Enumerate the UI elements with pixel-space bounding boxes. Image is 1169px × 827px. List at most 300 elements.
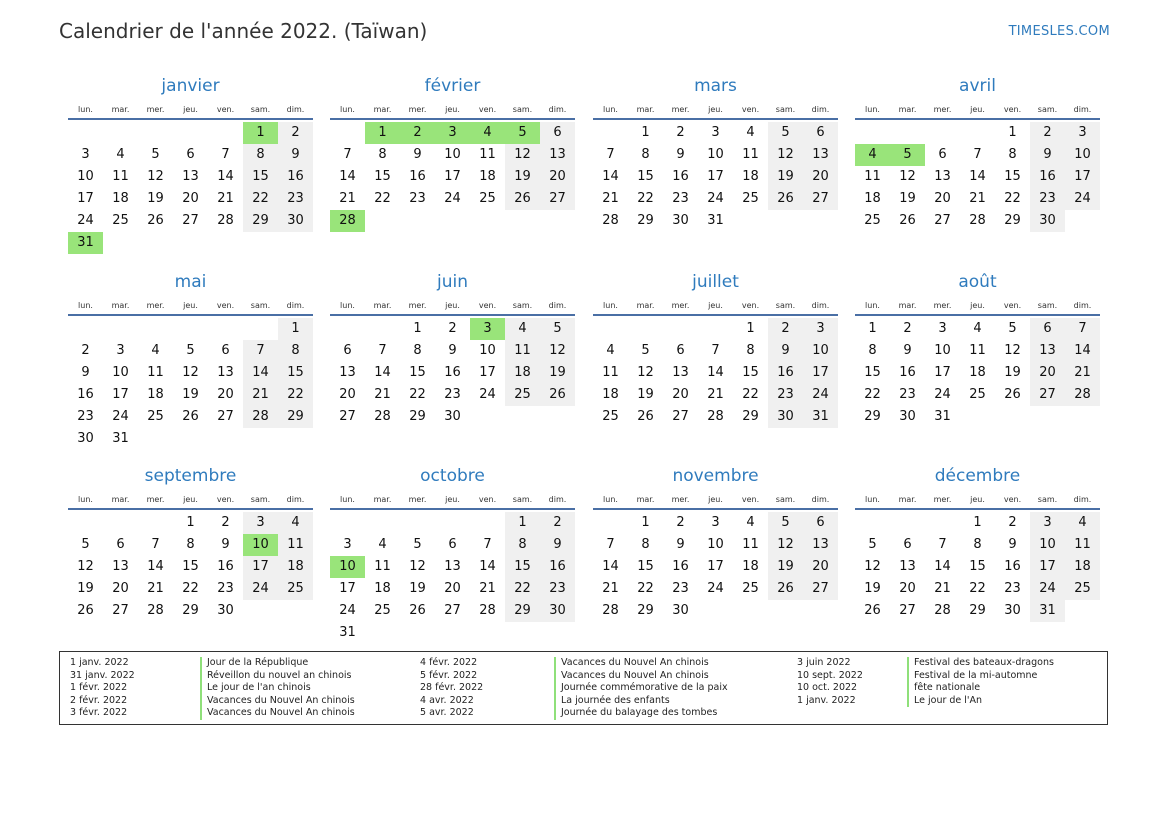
- month-name: mars: [694, 76, 737, 96]
- holiday-day-cell: 4: [470, 122, 505, 144]
- weekday-label: jeu.: [183, 105, 198, 114]
- day-cell: 4: [606, 343, 615, 358]
- holiday-day-cell: 3: [470, 318, 505, 340]
- day-cell: 13: [540, 144, 575, 166]
- day-cell: 1: [413, 321, 422, 336]
- day-cell: 19: [768, 166, 803, 188]
- day-cell: 23: [217, 581, 234, 596]
- day-cell: 6: [938, 147, 947, 162]
- day-cell: 10: [112, 365, 129, 380]
- day-cell: 23: [1030, 188, 1065, 210]
- day-cell: 26: [540, 384, 575, 406]
- month-divider: [855, 508, 1100, 510]
- legend-date: 10 oct. 2022: [797, 682, 858, 694]
- day-cell: 29: [182, 603, 199, 618]
- legend-date: 1 févr. 2022: [70, 682, 128, 694]
- day-cell: 23: [444, 387, 461, 402]
- page-title: Calendrier de l'année 2022. (Taïwan): [59, 19, 428, 43]
- weekday-label: ven.: [741, 301, 760, 310]
- weekday-label: mer.: [408, 495, 427, 504]
- weekday-label: ven.: [741, 105, 760, 114]
- weekday-label: dim.: [286, 105, 305, 114]
- weekday-label: mer.: [671, 301, 690, 310]
- day-cell: 19: [540, 362, 575, 384]
- weekday-label: jeu.: [708, 301, 723, 310]
- day-cell: 12: [864, 559, 881, 574]
- holiday-day-cell: 3: [435, 122, 470, 144]
- weekday-label: mar.: [373, 105, 392, 114]
- day-cell: 3: [81, 147, 90, 162]
- weekday-label: dim.: [548, 495, 567, 504]
- day-cell: 8: [868, 343, 877, 358]
- day-cell: 24: [707, 191, 724, 206]
- holiday-day-cell: 2: [400, 122, 435, 144]
- day-cell: 10: [479, 343, 496, 358]
- day-cell: 30: [1030, 210, 1065, 232]
- day-cell: 18: [278, 556, 313, 578]
- day-cell: 20: [444, 581, 461, 596]
- day-cell: 11: [479, 147, 496, 162]
- day-cell: 10: [1065, 144, 1100, 166]
- day-cell: 12: [147, 169, 164, 184]
- day-cell: 24: [479, 387, 496, 402]
- day-cell: 23: [278, 188, 313, 210]
- day-cell: 8: [973, 537, 982, 552]
- month-divider: [330, 314, 575, 316]
- weekday-header: [593, 300, 838, 312]
- day-cell: 16: [672, 169, 689, 184]
- day-cell: 30: [672, 213, 689, 228]
- legend-names-col-3: [907, 657, 1054, 707]
- day-cell: 29: [278, 406, 313, 428]
- legend-names-col-1: [200, 657, 355, 720]
- day-cell: 9: [903, 343, 912, 358]
- day-cell: 13: [899, 559, 916, 574]
- day-cell: 8: [186, 537, 195, 552]
- day-cell: 29: [969, 603, 986, 618]
- day-cell: 26: [768, 188, 803, 210]
- day-cell: 9: [413, 147, 422, 162]
- weekday-label: mar.: [111, 301, 130, 310]
- month-name: février: [424, 76, 481, 96]
- day-cell: 13: [112, 559, 129, 574]
- day-cell: 14: [602, 169, 619, 184]
- day-cell: 27: [112, 603, 129, 618]
- day-cell: 23: [768, 384, 803, 406]
- legend-holiday-name: Journée commémorative de la paix: [554, 682, 728, 695]
- day-cell: 25: [112, 213, 129, 228]
- day-cell: 15: [409, 365, 426, 380]
- weekday-label: ven.: [216, 495, 235, 504]
- month-name: octobre: [420, 466, 485, 486]
- day-cell: 17: [77, 191, 94, 206]
- legend-holiday-name: Le jour de l'an chinois: [200, 682, 355, 695]
- day-cell: 26: [637, 409, 654, 424]
- day-cell: 14: [243, 362, 278, 384]
- weekday-label: mar.: [373, 495, 392, 504]
- day-cell: 25: [374, 603, 391, 618]
- day-cell: 31: [803, 406, 838, 428]
- day-cell: 20: [217, 387, 234, 402]
- day-cell: 25: [602, 409, 619, 424]
- day-cell: 15: [742, 365, 759, 380]
- day-cell: 19: [637, 387, 654, 402]
- day-cell: 1: [973, 515, 982, 530]
- day-cell: 28: [479, 603, 496, 618]
- month-divider: [68, 314, 313, 316]
- day-cell: 6: [540, 122, 575, 144]
- holiday-day-cell: 10: [330, 556, 365, 578]
- day-cell: 26: [864, 603, 881, 618]
- day-cell: 19: [899, 191, 916, 206]
- day-cell: 13: [217, 365, 234, 380]
- holiday-day-cell: 4: [855, 144, 890, 166]
- weekday-label: ven.: [1003, 105, 1022, 114]
- day-cell: 5: [768, 512, 803, 534]
- day-cell: 22: [969, 581, 986, 596]
- day-cell: 6: [803, 122, 838, 144]
- day-cell: 24: [77, 213, 94, 228]
- day-cell: 6: [676, 343, 685, 358]
- weekday-label: jeu.: [445, 301, 460, 310]
- day-cell: 10: [444, 147, 461, 162]
- day-cell: 5: [641, 343, 650, 358]
- month-name: juin: [437, 272, 468, 292]
- day-cell: 8: [413, 343, 422, 358]
- day-cell: 26: [409, 603, 426, 618]
- day-cell: 9: [278, 144, 313, 166]
- day-cell: 25: [742, 581, 759, 596]
- day-cell: 16: [278, 166, 313, 188]
- day-cell: 26: [182, 409, 199, 424]
- day-cell: 30: [768, 406, 803, 428]
- day-cell: 13: [803, 144, 838, 166]
- weekday-label: mer.: [408, 105, 427, 114]
- day-cell: 7: [973, 147, 982, 162]
- weekday-label: lun.: [603, 495, 618, 504]
- day-cell: 7: [151, 537, 160, 552]
- weekday-label: mer.: [933, 301, 952, 310]
- day-cell: 4: [505, 318, 540, 340]
- weekday-label: ven.: [1003, 495, 1022, 504]
- day-cell: 3: [711, 515, 720, 530]
- day-cell: 22: [742, 387, 759, 402]
- day-cell: 21: [1065, 362, 1100, 384]
- weekday-label: dim.: [1073, 495, 1092, 504]
- day-cell: 5: [413, 537, 422, 552]
- weekday-label: mer.: [146, 301, 165, 310]
- month-divider: [855, 118, 1100, 120]
- holiday-day-cell: 5: [890, 144, 925, 166]
- day-cell: 26: [1004, 387, 1021, 402]
- day-cell: 5: [768, 122, 803, 144]
- day-cell: 27: [803, 188, 838, 210]
- day-cell: 2: [676, 515, 685, 530]
- day-cell: 4: [278, 512, 313, 534]
- day-cell: 2: [540, 512, 575, 534]
- weekday-label: sam.: [512, 495, 533, 504]
- day-cell: 11: [112, 169, 129, 184]
- day-cell: 26: [77, 603, 94, 618]
- day-cell: 17: [707, 559, 724, 574]
- day-cell: 9: [1030, 144, 1065, 166]
- day-cell: 29: [637, 213, 654, 228]
- day-cell: 20: [540, 166, 575, 188]
- day-cell: 8: [641, 537, 650, 552]
- day-cell: 24: [112, 409, 129, 424]
- day-cell: 3: [243, 512, 278, 534]
- day-cell: 17: [479, 365, 496, 380]
- day-cell: 21: [602, 581, 619, 596]
- month-divider: [855, 314, 1100, 316]
- day-cell: 2: [768, 318, 803, 340]
- weekday-label: jeu.: [183, 495, 198, 504]
- weekday-label: jeu.: [970, 301, 985, 310]
- day-cell: 28: [217, 213, 234, 228]
- weekday-label: dim.: [811, 105, 830, 114]
- day-cell: 18: [969, 365, 986, 380]
- day-cell: 17: [803, 362, 838, 384]
- day-cell: 14: [339, 169, 356, 184]
- month-divider: [68, 118, 313, 120]
- day-cell: 18: [602, 387, 619, 402]
- weekday-label: ven.: [1003, 301, 1022, 310]
- day-cell: 21: [243, 384, 278, 406]
- month-name: septembre: [144, 466, 237, 486]
- day-cell: 6: [221, 343, 230, 358]
- day-cell: 20: [899, 581, 916, 596]
- day-cell: 18: [742, 169, 759, 184]
- weekday-label: ven.: [216, 105, 235, 114]
- day-cell: 2: [448, 321, 457, 336]
- day-cell: 11: [1065, 534, 1100, 556]
- weekday-label: lun.: [78, 301, 93, 310]
- month-divider: [330, 508, 575, 510]
- weekday-label: mer.: [671, 495, 690, 504]
- weekday-label: ven.: [216, 301, 235, 310]
- weekday-label: mer.: [408, 301, 427, 310]
- day-cell: 11: [602, 365, 619, 380]
- day-cell: 18: [505, 362, 540, 384]
- day-cell: 20: [803, 166, 838, 188]
- day-cell: 2: [1030, 122, 1065, 144]
- weekday-label: ven.: [478, 495, 497, 504]
- day-cell: 28: [934, 603, 951, 618]
- day-cell: 11: [742, 537, 759, 552]
- day-cell: 17: [1030, 556, 1065, 578]
- weekday-label: mar.: [898, 301, 917, 310]
- legend-date: 10 sept. 2022: [797, 669, 863, 681]
- day-cell: 15: [278, 362, 313, 384]
- day-cell: 26: [147, 213, 164, 228]
- legend-date: 1 janv. 2022: [70, 657, 129, 668]
- weekday-label: jeu.: [970, 105, 985, 114]
- day-cell: 21: [934, 581, 951, 596]
- weekday-header: [68, 104, 313, 116]
- day-cell: 16: [444, 365, 461, 380]
- day-cell: 18: [374, 581, 391, 596]
- day-cell: 17: [243, 556, 278, 578]
- weekday-label: sam.: [775, 105, 796, 114]
- day-cell: 5: [81, 537, 90, 552]
- weekday-label: dim.: [548, 105, 567, 114]
- day-cell: 1: [641, 515, 650, 530]
- day-cell: 19: [147, 191, 164, 206]
- weekday-label: sam.: [250, 495, 271, 504]
- day-cell: 8: [746, 343, 755, 358]
- day-cell: 27: [803, 578, 838, 600]
- weekday-label: mar.: [111, 105, 130, 114]
- day-cell: 21: [969, 191, 986, 206]
- legend-holiday-name: Le jour de l'An: [907, 695, 1054, 708]
- weekday-label: dim.: [1073, 301, 1092, 310]
- day-cell: 20: [672, 387, 689, 402]
- day-cell: 9: [676, 537, 685, 552]
- day-cell: 4: [378, 537, 387, 552]
- day-cell: 1: [505, 512, 540, 534]
- holiday-legend: [59, 651, 1108, 725]
- day-cell: 2: [903, 321, 912, 336]
- day-cell: 9: [81, 365, 90, 380]
- day-cell: 11: [278, 534, 313, 556]
- day-cell: 28: [707, 409, 724, 424]
- day-cell: 10: [707, 537, 724, 552]
- day-cell: 12: [540, 340, 575, 362]
- holiday-day-cell: 10: [243, 534, 278, 556]
- legend-date: 31 janv. 2022: [70, 669, 135, 681]
- weekday-label: sam.: [1037, 301, 1058, 310]
- day-cell: 10: [803, 340, 838, 362]
- day-cell: 28: [602, 603, 619, 618]
- day-cell: 20: [803, 556, 838, 578]
- weekday-label: mer.: [933, 495, 952, 504]
- weekday-label: mer.: [933, 105, 952, 114]
- month-name: avril: [959, 76, 996, 96]
- holiday-day-cell: 1: [243, 122, 278, 144]
- weekday-label: mar.: [111, 495, 130, 504]
- day-cell: 31: [934, 409, 951, 424]
- day-cell: 16: [217, 559, 234, 574]
- day-cell: 25: [864, 213, 881, 228]
- weekday-label: dim.: [548, 301, 567, 310]
- day-cell: 13: [934, 169, 951, 184]
- day-cell: 29: [1004, 213, 1021, 228]
- legend-date: 3 juin 2022: [797, 657, 851, 668]
- day-cell: 25: [505, 384, 540, 406]
- legend-holiday-name: Réveillon du nouvel an chinois: [200, 670, 355, 683]
- day-cell: 3: [116, 343, 125, 358]
- day-cell: 17: [339, 581, 356, 596]
- weekday-header: [68, 494, 313, 506]
- day-cell: 17: [707, 169, 724, 184]
- day-cell: 24: [934, 387, 951, 402]
- month-divider: [330, 118, 575, 120]
- day-cell: 9: [540, 534, 575, 556]
- day-cell: 28: [602, 213, 619, 228]
- day-cell: 29: [742, 409, 759, 424]
- day-cell: 19: [182, 387, 199, 402]
- weekday-header: [855, 300, 1100, 312]
- day-cell: 24: [707, 581, 724, 596]
- weekday-label: sam.: [775, 301, 796, 310]
- holiday-day-cell: 31: [68, 232, 103, 254]
- day-cell: 1: [1008, 125, 1017, 140]
- weekday-label: ven.: [741, 495, 760, 504]
- month-divider: [68, 508, 313, 510]
- day-cell: 21: [147, 581, 164, 596]
- day-cell: 14: [602, 559, 619, 574]
- day-cell: 29: [864, 409, 881, 424]
- day-cell: 21: [602, 191, 619, 206]
- day-cell: 23: [409, 191, 426, 206]
- weekday-label: mer.: [146, 105, 165, 114]
- weekday-label: lun.: [865, 301, 880, 310]
- weekday-header: [855, 494, 1100, 506]
- day-cell: 14: [934, 559, 951, 574]
- day-cell: 3: [343, 537, 352, 552]
- legend-date: 28 févr. 2022: [420, 682, 484, 694]
- weekday-label: lun.: [340, 495, 355, 504]
- weekday-label: jeu.: [445, 495, 460, 504]
- day-cell: 6: [186, 147, 195, 162]
- day-cell: 25: [147, 409, 164, 424]
- day-cell: 9: [448, 343, 457, 358]
- day-cell: 12: [505, 144, 540, 166]
- day-cell: 27: [217, 409, 234, 424]
- day-cell: 18: [864, 191, 881, 206]
- day-cell: 24: [339, 603, 356, 618]
- day-cell: 14: [374, 365, 391, 380]
- day-cell: 28: [374, 409, 391, 424]
- weekday-label: jeu.: [708, 495, 723, 504]
- day-cell: 30: [1004, 603, 1021, 618]
- month-name: juillet: [692, 272, 739, 292]
- day-cell: 16: [768, 362, 803, 384]
- legend-holiday-name: Journée du balayage des tombes: [554, 707, 728, 720]
- day-cell: 13: [803, 534, 838, 556]
- day-cell: 1: [868, 321, 877, 336]
- day-cell: 10: [77, 169, 94, 184]
- day-cell: 24: [1065, 188, 1100, 210]
- day-cell: 8: [1008, 147, 1017, 162]
- day-cell: 7: [606, 147, 615, 162]
- day-cell: 22: [243, 188, 278, 210]
- day-cell: 30: [278, 210, 313, 232]
- day-cell: 12: [768, 144, 803, 166]
- month-name: novembre: [672, 466, 759, 486]
- day-cell: 8: [243, 144, 278, 166]
- day-cell: 8: [278, 340, 313, 362]
- day-cell: 30: [444, 409, 461, 424]
- day-cell: 6: [1030, 318, 1065, 340]
- day-cell: 1: [278, 318, 313, 340]
- brand-logo[interactable]: TIMESLES.COM: [1008, 24, 1110, 39]
- day-cell: 25: [278, 578, 313, 600]
- weekday-label: mar.: [636, 495, 655, 504]
- day-cell: 22: [409, 387, 426, 402]
- day-cell: 22: [1004, 191, 1021, 206]
- day-cell: 20: [934, 191, 951, 206]
- day-cell: 27: [672, 409, 689, 424]
- day-cell: 19: [77, 581, 94, 596]
- legend-date: 1 janv. 2022: [797, 694, 856, 706]
- day-cell: 10: [934, 343, 951, 358]
- day-cell: 13: [1030, 340, 1065, 362]
- day-cell: 7: [1065, 318, 1100, 340]
- day-cell: 22: [637, 191, 654, 206]
- day-cell: 15: [969, 559, 986, 574]
- day-cell: 4: [151, 343, 160, 358]
